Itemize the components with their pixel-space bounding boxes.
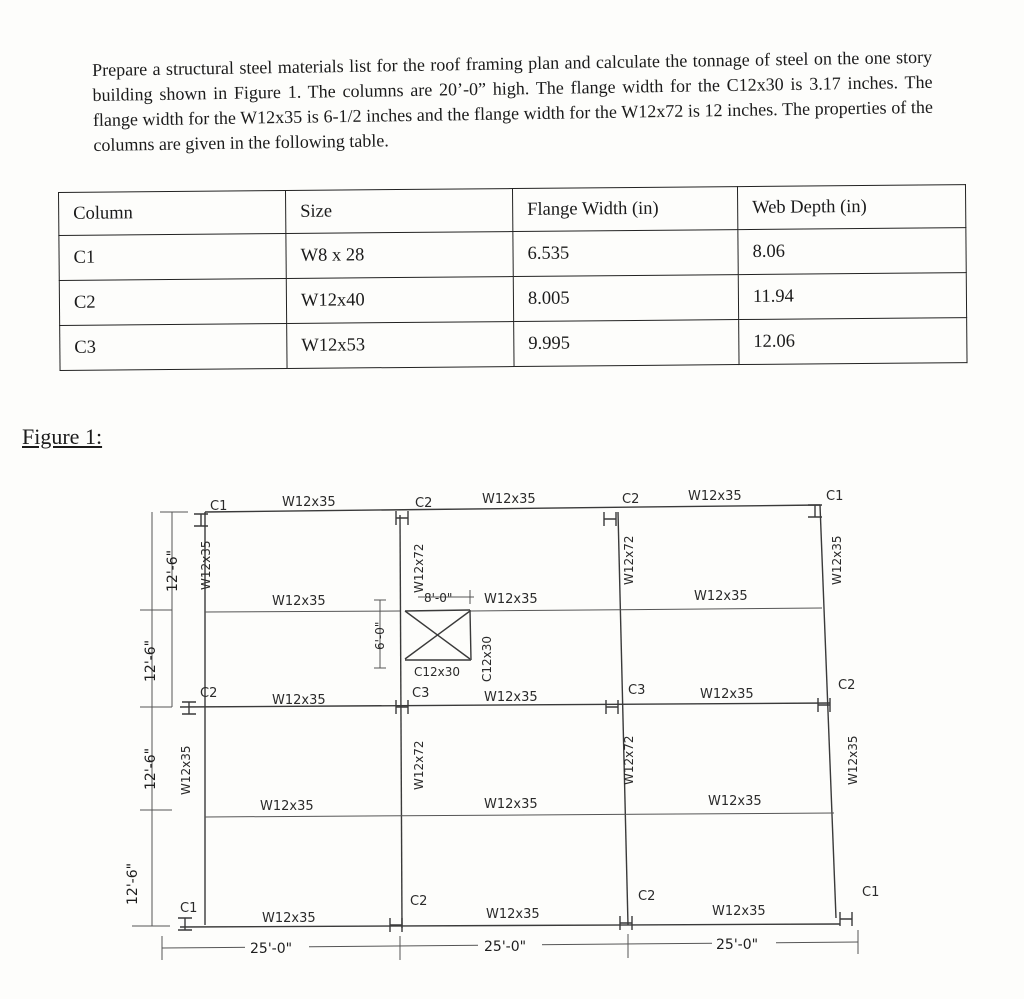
vertical-dimension: 12'-6": [143, 639, 159, 682]
cell-size: W12x40: [286, 277, 513, 324]
column-label: C1: [180, 901, 198, 916]
figure-label: Figure 1:: [22, 424, 103, 449]
beam-label: W12x35: [272, 594, 326, 609]
column-label: C2: [838, 678, 856, 693]
vertical-dimension: 12'-6": [125, 862, 141, 905]
beam-label: W12x35: [482, 492, 536, 507]
column-label: C1: [210, 499, 228, 514]
cell-flange: 6.535: [513, 230, 738, 277]
header-flange-width: Flange Width (in): [512, 187, 737, 232]
beam-label: W12x35: [694, 589, 748, 604]
beam-label-vertical: W12x35: [846, 735, 860, 785]
opening-dim-vertical: 6'-0": [373, 621, 387, 650]
cell-column: C3: [60, 324, 287, 371]
problem-statement: Prepare a structural steel materials list for the roof framing plan and calculate the tonnage of steel on the one story building shown in Figure 1. The columns are 20’-0” high. The flange width for the C12x30 is 3.17 inches. The flange width for the W12x35 is 6-1/2 inches and the flange width for the W12x72 is 12 inches. The properties of the columns are given in the following table.: [92, 46, 934, 155]
header-column: Column: [59, 191, 286, 236]
column-label: C2: [415, 496, 433, 511]
beam-line: [470, 608, 822, 611]
cell-web: 11.94: [738, 273, 966, 320]
beam-label: W12x35: [708, 794, 762, 809]
column-label: C3: [628, 683, 646, 698]
column-label: C2: [638, 889, 656, 904]
column-label: C1: [862, 885, 880, 900]
opening-top: [405, 610, 470, 611]
column-label: C2: [410, 894, 428, 909]
girder-label-vertical: W12x72: [412, 543, 426, 593]
beam-label: W12x35: [282, 495, 336, 510]
girder-label-vertical: W12x72: [412, 740, 426, 790]
beam-label: W12x35: [486, 907, 540, 922]
header-size: Size: [285, 189, 512, 234]
beam-label: W12x35: [272, 693, 326, 708]
cell-column: C2: [59, 279, 286, 326]
beam-label: W12x35: [712, 904, 766, 919]
vertical-dimension: 12'-6": [143, 747, 159, 790]
cell-size: W12x53: [287, 322, 514, 369]
beam-label: W12x35: [700, 687, 754, 702]
cell-flange: 9.995: [514, 320, 739, 367]
beam-label-vertical: W12x35: [830, 535, 844, 585]
column-label: C2: [200, 686, 218, 701]
girder-label-vertical: W12x72: [622, 735, 636, 785]
beam-label-vertical: W12x35: [179, 745, 193, 795]
beam-label: W12x35: [484, 797, 538, 812]
beam-label: W12x35: [260, 799, 314, 814]
beam-label: W12x35: [484, 690, 538, 705]
girder-line-2: [400, 515, 402, 928]
bay-dimension: 25'-0": [250, 941, 293, 957]
beam-label: W12x35: [484, 592, 538, 607]
cell-web: 12.06: [739, 318, 967, 365]
column-label: C3: [412, 686, 430, 701]
bay-dimension: 25'-0": [716, 937, 759, 953]
cell-web: 8.06: [738, 228, 966, 275]
beam-label: W12x35: [262, 911, 316, 926]
bay-dimension: 25'-0": [484, 939, 527, 955]
column-label: C1: [826, 489, 844, 504]
beam-label-vertical: W12x35: [199, 540, 213, 590]
cell-column: C1: [59, 234, 286, 281]
beam-label: W12x35: [688, 489, 742, 504]
column-marks: [178, 505, 852, 932]
channel-label-vertical: C12x30: [480, 635, 494, 682]
cell-size: W8 x 28: [286, 232, 513, 279]
beam-line: [205, 611, 400, 612]
channel-label: C12x30: [414, 665, 461, 679]
girder-label-vertical: W12x72: [622, 535, 636, 585]
vertical-dimension: 12'-6": [165, 549, 181, 592]
header-web-depth: Web Depth (in): [737, 185, 965, 230]
opening-right-channel: [470, 610, 471, 660]
opening-dim-horizontal: 8'-0": [424, 591, 453, 605]
cell-flange: 8.005: [513, 275, 738, 322]
column-label: C2: [622, 492, 640, 507]
